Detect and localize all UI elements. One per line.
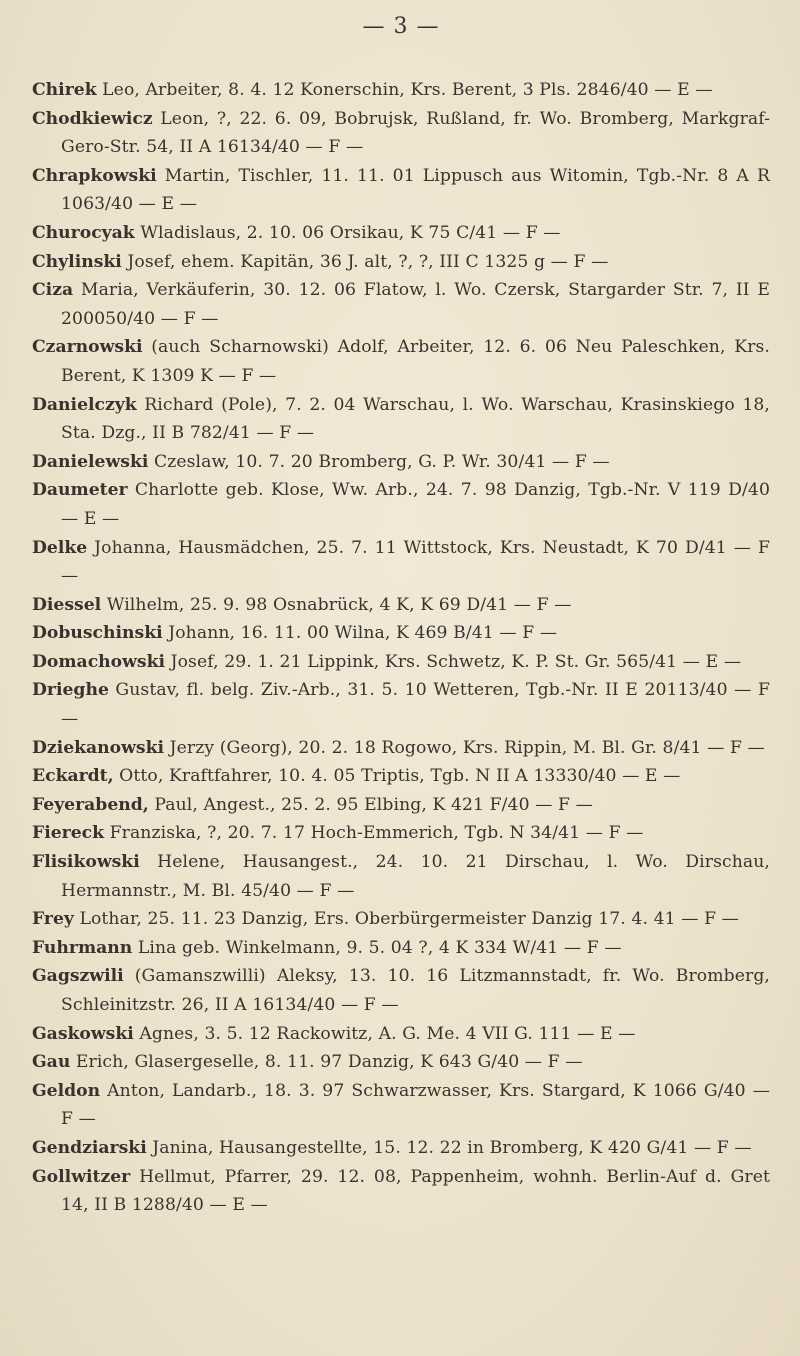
entry-details: Josef, ehem. Kapitän, 36 J. alt, ?, ?, III C 1325 g — F —	[121, 251, 609, 272]
list-item	[32, 1163, 770, 1220]
list-item	[32, 333, 770, 390]
list-item	[32, 734, 770, 763]
list-item	[32, 105, 770, 162]
list-item	[32, 676, 770, 733]
entry-surname: Frey	[32, 909, 74, 930]
entry-surname: Daumeter	[32, 480, 128, 501]
entry-surname: Fiereck	[32, 823, 105, 844]
entry-details: Josef, 29. 1. 21 Lippink, Krs. Schwetz, K. P. St. Gr. 565/41 — E —	[165, 651, 742, 672]
entry-surname: Feyerabend,	[32, 794, 149, 815]
entry-surname: Ciza	[32, 280, 74, 301]
entry-details: Charlotte geb. Klose, Ww. Arb., 24. 7. 98 Danzig, Tgb.-Nr. V 119 D/40 — E —	[61, 480, 770, 529]
entry-surname: Flisikowski	[32, 852, 140, 873]
entry-details: Anton, Landarb., 18. 3. 97 Schwarzwasser, Krs. Stargard, K 1066 G/40 — F —	[61, 1080, 770, 1130]
entry-surname: Domachowski	[32, 651, 166, 672]
list-item	[32, 1077, 770, 1134]
list-item	[32, 591, 770, 620]
entry-surname: Eckardt,	[32, 766, 114, 787]
entry-details: Wladislaus, 2. 10. 06 Orsikau, K 75 C/41 — F —	[134, 222, 561, 243]
entry-details: Gustav, fl. belg. Ziv.-Arb., 31. 5. 10 Wetteren, Tgb.-Nr. II E 20113/40 — F —	[61, 680, 770, 730]
entry-details: Leon, ?, 22. 6. 09, Bobrujsk, Rußland, fr. Wo. Bromberg, Markgraf-Gero-Str. 54, II A 16134/40 — F —	[61, 108, 770, 158]
list-item	[32, 534, 770, 591]
entry-surname: Fuhrmann	[32, 937, 133, 958]
entry-details: Czeslaw, 10. 7. 20 Bromberg, G. P. Wr. 30/41 — F —	[148, 451, 610, 472]
list-item	[32, 819, 770, 848]
entry-details: Martin, Tischler, 11. 11. 01 Lippusch aus Witomin, Tgb.-Nr. 8 A R 1063/40 — E —	[61, 165, 770, 215]
entry-details: Hellmut, Pfarrer, 29. 12. 08, Pappenheim, wohnh. Berlin-Auf d. Gret 14, II B 1288/40 — E —	[61, 1166, 770, 1216]
entry-surname: Gau	[32, 1052, 71, 1073]
entry-details: Lothar, 25. 11. 23 Danzig, Ers. Oberbürgermeister Danzig 17. 4. 41 — F —	[73, 909, 739, 930]
entry-surname: Chirek	[32, 80, 97, 100]
entry-details: Janina, Hausangestellte, 15. 12. 22 in Bromberg, K 420 G/41 — F —	[146, 1137, 752, 1158]
entry-details: Agnes, 3. 5. 12 Rackowitz, A. G. Me. 4 VII G. 111 — E —	[133, 1023, 636, 1044]
page-number: — 3 —	[362, 14, 440, 39]
entry-surname: Chrapkowski	[32, 165, 157, 186]
entry-details: Erich, Glasergeselle, 8. 11. 97 Danzig, K 643 G/40 — F —	[70, 1052, 583, 1073]
entry-surname: Drieghe	[32, 680, 109, 701]
list-item	[32, 391, 770, 448]
entry-surname: Delke	[32, 537, 88, 558]
entry-details: Paul, Angest., 25. 2. 95 Elbing, K 421 F/40 — F —	[148, 794, 593, 815]
list-item	[32, 905, 770, 934]
entry-details: Lina geb. Winkelmann, 9. 5. 04 ?, 4 K 334 W/41 — F —	[132, 937, 622, 958]
list-item	[32, 219, 770, 248]
entry-surname: Danielczyk	[32, 394, 137, 415]
list-item	[32, 848, 770, 905]
entry-details: Johann, 16. 11. 00 Wilna, K 469 B/41 — F —	[162, 623, 558, 644]
entry-surname: Churocyak	[32, 222, 135, 243]
list-item	[32, 276, 770, 333]
list-item	[32, 448, 770, 477]
list-item	[32, 962, 770, 1019]
entry-details: Wilhelm, 25. 9. 98 Osnabrück, 4 K, K 69 D/41 — F —	[101, 594, 572, 615]
list-item	[32, 248, 770, 277]
entry-surname: Gaskowski	[32, 1023, 134, 1044]
list-item	[32, 619, 770, 648]
list-item	[32, 162, 770, 219]
entry-surname: Diessel	[32, 594, 102, 615]
list-item	[32, 1048, 770, 1077]
entry-details: Franziska, ?, 20. 7. 17 Hoch-Emmerich, Tgb. N 34/41 — F —	[104, 823, 644, 844]
entry-details: (Gamanszwilli) Aleksy, 13. 10. 16 Litzmannstadt, fr. Wo. Bromberg, Schleinitzstr. 26, II A 16134/40 — F —	[61, 966, 770, 1015]
entry-details: Maria, Verkäuferin, 30. 12. 06 Flatow, l. Wo. Czersk, Stargarder Str. 7, II E 200050/40 — F —	[61, 280, 770, 329]
list-item	[32, 648, 770, 677]
list-item	[32, 762, 770, 791]
list-item	[32, 934, 770, 963]
entry-details: Otto, Kraftfahrer, 10. 4. 05 Triptis, Tgb. N II A 13330/40 — E —	[113, 766, 681, 787]
entry-details: Leo, Arbeiter, 8. 4. 12 Konerschin, Krs. Berent, 3 Pls. 2846/40 — E —	[96, 80, 713, 100]
entry-surname: Gagszwili	[32, 966, 124, 987]
list-item	[32, 1020, 770, 1049]
entry-details: Jerzy (Georg), 20. 2. 18 Rogowo, Krs. Rippin, M. Bl. Gr. 8/41 — F —	[164, 737, 765, 758]
entry-surname: Dziekanowski	[32, 737, 165, 758]
list-item	[32, 476, 770, 533]
entry-surname: Dobuschinski	[32, 623, 163, 644]
entry-surname: Gollwitzer	[32, 1166, 131, 1187]
entry-list	[32, 76, 770, 1220]
list-item	[32, 76, 770, 105]
entry-surname: Czarnowski	[32, 337, 143, 358]
entry-surname: Gendziarski	[32, 1137, 147, 1158]
entry-details: (auch Scharnowski) Adolf, Arbeiter, 12. 6. 06 Neu Paleschken, Krs. Berent, K 1309 K — F —	[61, 337, 770, 386]
entry-surname: Chylinski	[32, 251, 122, 272]
list-item	[32, 791, 770, 820]
entry-surname: Geldon	[32, 1080, 101, 1101]
entry-details: Helene, Hausangest., 24. 10. 21 Dirschau, l. Wo. Dirschau, Hermannstr., M. Bl. 45/40 — F —	[61, 852, 770, 901]
entry-surname: Danielewski	[32, 451, 149, 472]
entry-details: Johanna, Hausmädchen, 25. 7. 11 Wittstock, Krs. Neustadt, K 70 D/41 — F —	[61, 537, 770, 587]
entry-surname: Chodkiewicz	[32, 108, 153, 129]
entry-details: Richard (Pole), 7. 2. 04 Warschau, l. Wo. Warschau, Krasinskiego 18, Sta. Dzg., II B 782/41 — F —	[61, 394, 770, 444]
list-item	[32, 1134, 770, 1163]
